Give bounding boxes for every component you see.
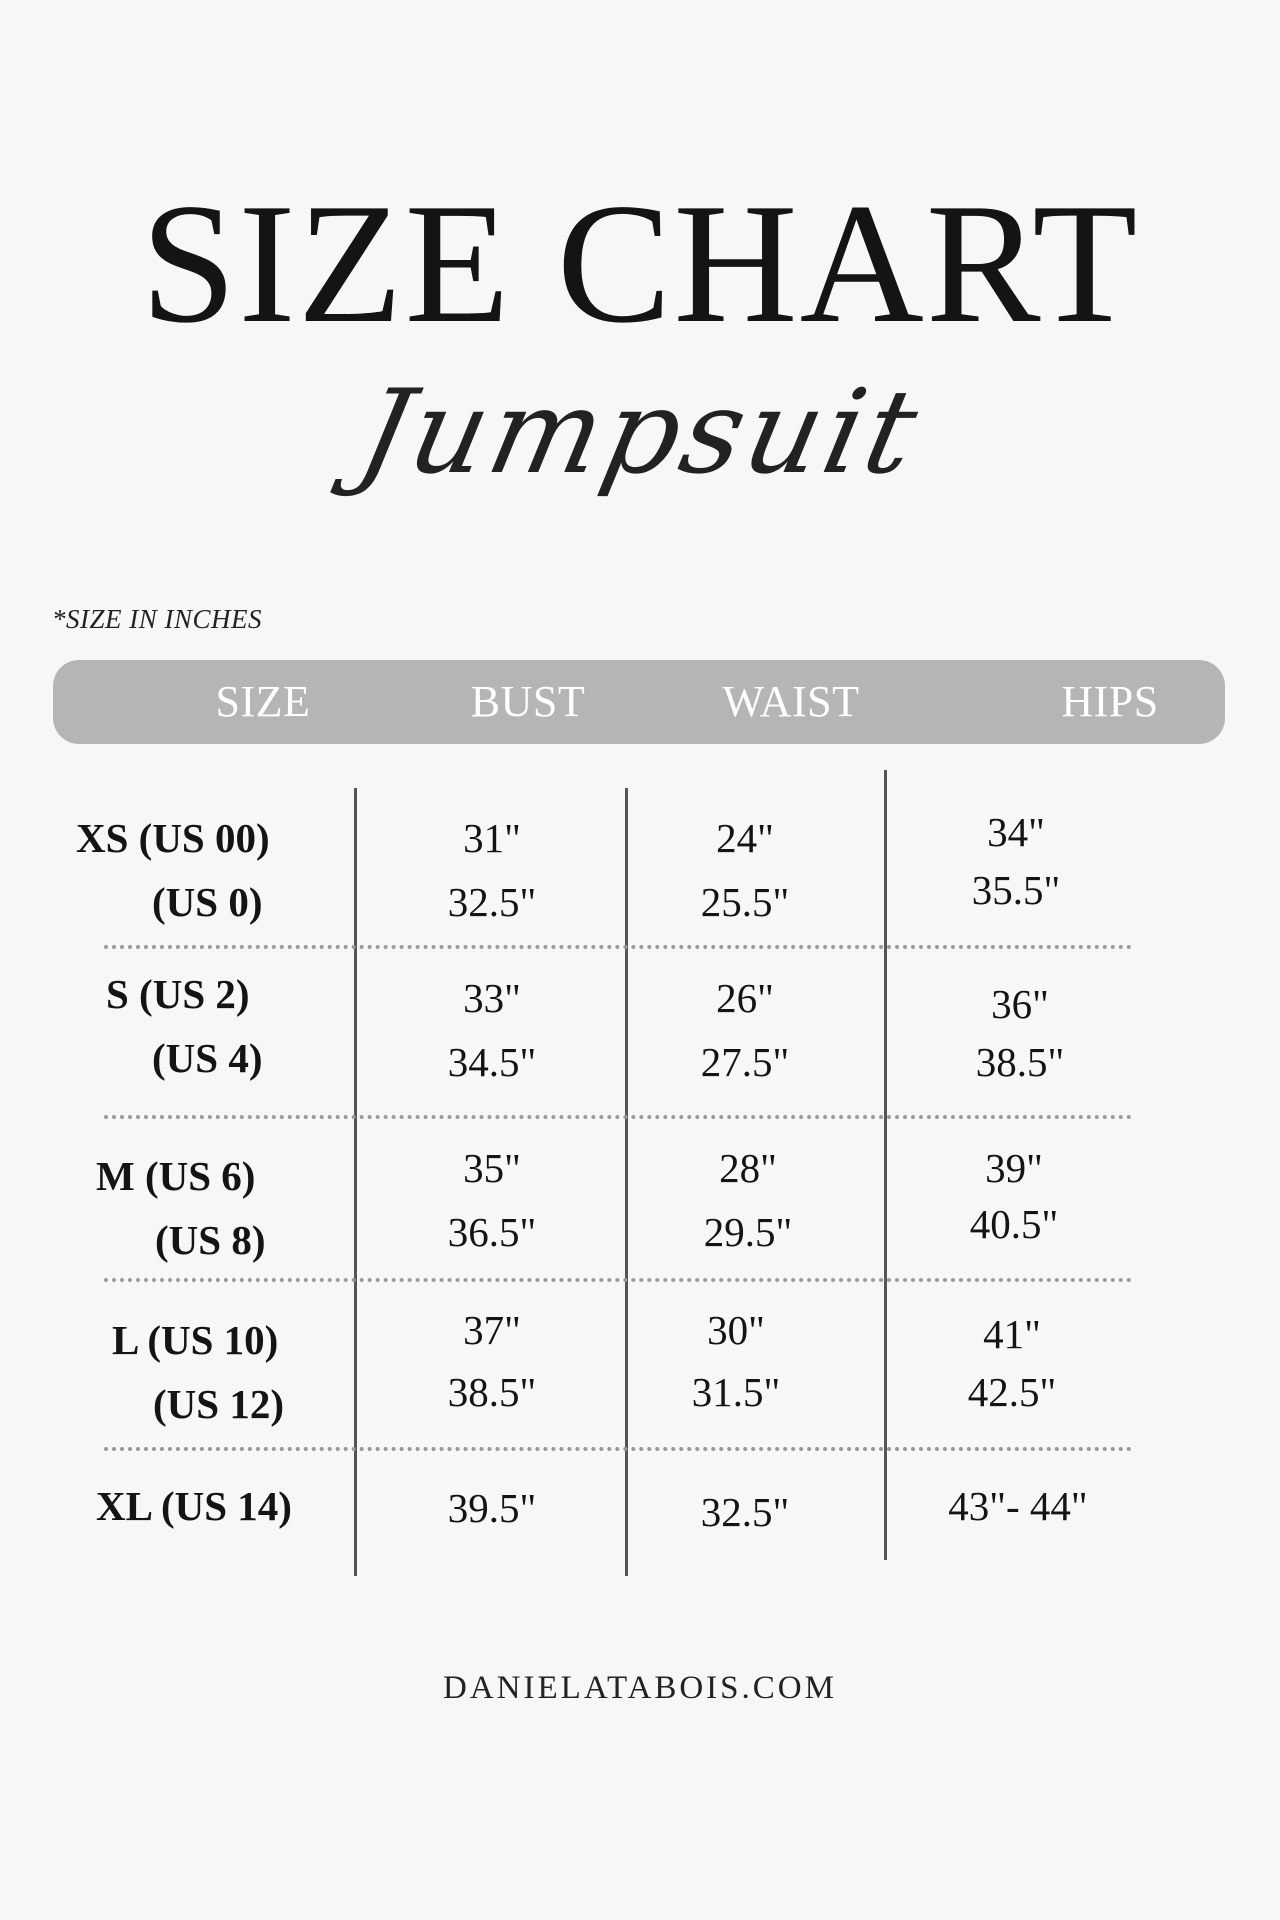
- waist-value-alt: 31.5": [691, 1369, 781, 1415]
- units-note: *SIZE IN INCHES: [52, 604, 262, 634]
- size-label: M (US 6): [96, 1153, 256, 1199]
- bust-value: 33": [463, 975, 521, 1021]
- row-divider: [104, 1278, 1132, 1282]
- waist-value: 32.5": [700, 1489, 790, 1535]
- page-subtitle: Jumpsuit: [348, 365, 933, 500]
- size-label: XL (US 14): [96, 1483, 292, 1529]
- waist-value: 24": [716, 815, 774, 861]
- size-label: L (US 10): [112, 1317, 279, 1363]
- row-divider: [104, 1447, 1132, 1451]
- waist-value: 26": [716, 975, 774, 1021]
- page-title: SIZE CHART: [140, 169, 1140, 359]
- hips-value: 39": [985, 1145, 1043, 1191]
- size-label: S (US 2): [106, 971, 250, 1017]
- hips-value-alt: 35.5": [971, 867, 1061, 913]
- table-header-bar: [53, 660, 1225, 744]
- hips-value: 36": [991, 981, 1049, 1027]
- waist-value: 30": [707, 1307, 765, 1353]
- hips-value: 41": [983, 1311, 1041, 1357]
- size-label-alt: (US 12): [153, 1381, 284, 1427]
- bust-value-alt: 34.5": [447, 1039, 537, 1085]
- size-label-alt: (US 0): [152, 879, 263, 925]
- header-bust: BUST: [470, 677, 586, 726]
- column-divider: [884, 770, 887, 1560]
- column-divider: [625, 788, 628, 1576]
- bust-value-alt: 36.5": [447, 1209, 537, 1255]
- waist-value-alt: 29.5": [703, 1209, 793, 1255]
- size-label: XS (US 00): [76, 815, 270, 861]
- website-footer: DANIELATABOIS.COM: [443, 1670, 837, 1706]
- bust-value: 39.5": [447, 1485, 537, 1531]
- bust-value: 37": [463, 1307, 521, 1353]
- size-label-alt: (US 4): [152, 1035, 263, 1081]
- hips-value-alt: 38.5": [975, 1039, 1065, 1085]
- waist-value-alt: 25.5": [700, 879, 790, 925]
- hips-value: 34": [987, 809, 1045, 855]
- column-divider: [354, 788, 357, 1576]
- waist-value: 28": [719, 1145, 777, 1191]
- hips-value: 43"- 44": [948, 1483, 1088, 1529]
- bust-value-alt: 38.5": [447, 1369, 537, 1415]
- row-divider: [104, 945, 1132, 949]
- header-waist: WAIST: [722, 677, 860, 726]
- row-divider: [104, 1115, 1132, 1119]
- bust-value-alt: 32.5": [447, 879, 537, 925]
- hips-value-alt: 42.5": [967, 1369, 1057, 1415]
- size-label-alt: (US 8): [155, 1217, 266, 1263]
- hips-value-alt: 40.5": [969, 1201, 1059, 1247]
- bust-value: 31": [463, 815, 521, 861]
- header-size: SIZE: [215, 677, 311, 726]
- header-hips: HIPS: [1061, 677, 1159, 726]
- waist-value-alt: 27.5": [700, 1039, 790, 1085]
- bust-value: 35": [463, 1145, 521, 1191]
